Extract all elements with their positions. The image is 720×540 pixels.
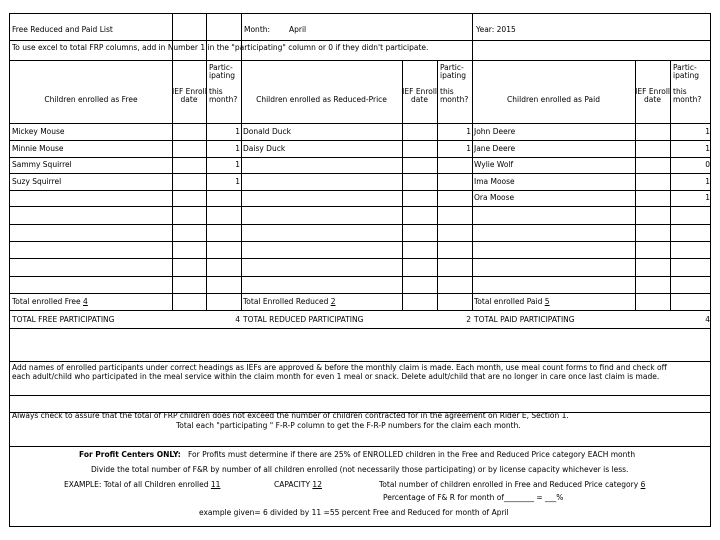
free-name-cell: Mickey Mouse [12, 127, 65, 136]
col-divider [172, 14, 173, 310]
total-enrolled-free-value: 4 [83, 297, 88, 306]
rule [10, 310, 710, 311]
total-free-participating-label: TOTAL FREE PARTICIPATING [12, 315, 115, 324]
ief-header-paid-date: date [644, 95, 661, 104]
part-header-paid-4: month? [673, 95, 702, 104]
part-header-paid-1: Partic- [673, 63, 697, 72]
rule [10, 224, 710, 225]
part-header-free-2: ipating [209, 71, 235, 80]
check-note-2: Total each "participating " F-R-P column to get the F-R-P numbers for the claim each month. [176, 421, 521, 430]
part-header-reduced-4: month? [440, 95, 469, 104]
rule [10, 361, 710, 362]
total-free-participating-value: 4 [235, 315, 240, 324]
col-divider [437, 60, 438, 310]
paid-participating-cell: 1 [705, 144, 710, 153]
example-enrolled-value: 11 [210, 480, 221, 489]
free-name-cell: Minnie Mouse [12, 144, 64, 153]
percentage-line: Percentage of F& R for month of________ = ___% [383, 493, 564, 502]
add-names-note-2: each adult/child who participated in the meal service within the claim month for even 1 meal or snack. Delete adult/child that are no longer in care once last claim is made. [12, 372, 660, 381]
free-name-cell: Suzy Squirrel [12, 177, 62, 186]
free-column-header: Children enrolled as Free [44, 95, 138, 104]
paid-participating-cell: 0 [705, 160, 710, 169]
rule [10, 446, 710, 447]
rule [10, 395, 710, 396]
free-participating-cell: 1 [235, 160, 240, 169]
rule [10, 328, 710, 329]
month-value: April [289, 25, 307, 34]
paid-name-cell: Ima Moose [474, 177, 515, 186]
divide-note: Divide the total number of F&R by number of all children enrolled (not necessarily those participating) or by license capacity whichever is less. [91, 465, 629, 474]
rule [10, 206, 710, 207]
ief-header-reduced-date: date [411, 95, 428, 104]
reduced-participating-cell: 1 [466, 127, 471, 136]
capacity: CAPACITY 12 [274, 480, 322, 489]
free-name-cell: Sammy Squirrel [12, 160, 72, 169]
rule [10, 60, 710, 61]
month-label: Month: [244, 25, 271, 34]
col-divider [241, 14, 242, 310]
rule [10, 190, 710, 191]
form-title: Free Reduced and Paid List [12, 25, 113, 34]
ief-header-free-date: date [180, 95, 198, 104]
total-fr-value: 6 [640, 480, 646, 489]
total-paid-participating-value: 4 [705, 315, 710, 324]
paid-name-cell: John Deere [474, 127, 516, 136]
rule [10, 258, 710, 259]
reduced-name-cell: Daisy Duck [243, 144, 286, 153]
check-note-1: Always check to assure that the total of FRP children does not exceed the number of children contracted for in the agreement on Rider E, Section 1. [12, 411, 569, 420]
part-header-free-4: month? [209, 95, 238, 104]
free-participating-cell: 1 [235, 177, 240, 186]
total-fr: Total number of children enrolled in Free and Reduced Price category 6 [379, 480, 646, 489]
paid-name-cell: Jane Deere [474, 144, 516, 153]
rule [10, 157, 710, 158]
part-header-free-3: this [209, 87, 223, 96]
paid-column-header: Children enrolled as Paid [507, 95, 600, 104]
total-enrolled-paid-value: 5 [544, 297, 550, 306]
example-given: example given= 6 divided by 11 =55 percent Free and Reduced for month of April [199, 508, 509, 517]
total-reduced-participating-label: TOTAL REDUCED PARTICIPATING [243, 315, 364, 324]
reduced-column-header: Children enrolled as Reduced-Price [256, 95, 387, 104]
example-enrolled: EXAMPLE: Total of all Children enrolled 11 [64, 480, 221, 489]
total-enrolled-paid: Total enrolled Paid 5 [474, 297, 550, 306]
part-header-reduced-3: this [440, 87, 454, 96]
rule [10, 241, 710, 242]
paid-participating-cell: 1 [705, 177, 710, 186]
total-paid-participating-label: TOTAL PAID PARTICIPATING [474, 315, 575, 324]
part-header-paid-3: this [673, 87, 687, 96]
reduced-name-cell: Donald Duck [243, 127, 291, 136]
add-names-note-1: Add names of enrolled participants under correct headings as IEFs are approved & before the monthly claim is made. Each month, use meal count forms to find and check off [12, 363, 667, 372]
paid-participating-cell: 1 [705, 127, 710, 136]
paid-name-cell: Wylie Wolf [474, 160, 514, 169]
reduced-participating-cell: 1 [466, 144, 471, 153]
ief-header-paid: IEF Enroll [635, 87, 670, 96]
rule [10, 123, 710, 124]
rule [10, 173, 710, 174]
total-enrolled-reduced-value: 2 [330, 297, 336, 306]
free-participating-cell: 1 [235, 144, 240, 153]
part-header-reduced-2: ipating [440, 71, 466, 80]
year-label: Year: 2015 [476, 25, 516, 34]
ief-header-reduced: IEF Enroll [402, 87, 437, 96]
paid-participating-cell: 1 [705, 193, 710, 202]
total-reduced-participating-value: 2 [466, 315, 471, 324]
rule [10, 40, 710, 41]
rule [10, 276, 710, 277]
instruction-text: To use excel to total FRP columns, add in Number 1 in the "participating" column or 0 if they didn't participate. [12, 43, 429, 52]
capacity-value: 12 [312, 480, 322, 489]
frp-form [9, 13, 711, 527]
total-enrolled-reduced: Total Enrolled Reduced 2 [243, 297, 336, 306]
for-profit-label: For Profit Centers ONLY: [79, 450, 181, 459]
part-header-paid-2: ipating [673, 71, 699, 80]
total-enrolled-free: Total enrolled Free 4 [12, 297, 88, 306]
part-header-free-1: Partic- [209, 63, 233, 72]
for-profit-line: For Profit Centers ONLY: For Profits must determine if there are 25% of ENROLLED children in the Free and Reduced Price category EACH month [79, 450, 636, 459]
paid-name-cell: Ora Moose [474, 193, 515, 202]
free-participating-cell: 1 [235, 127, 240, 136]
col-divider [472, 14, 473, 310]
ief-header-free: IEF Enroll [172, 87, 207, 96]
rule [10, 140, 710, 141]
rule [10, 293, 710, 294]
part-header-reduced-1: Partic- [440, 63, 464, 72]
